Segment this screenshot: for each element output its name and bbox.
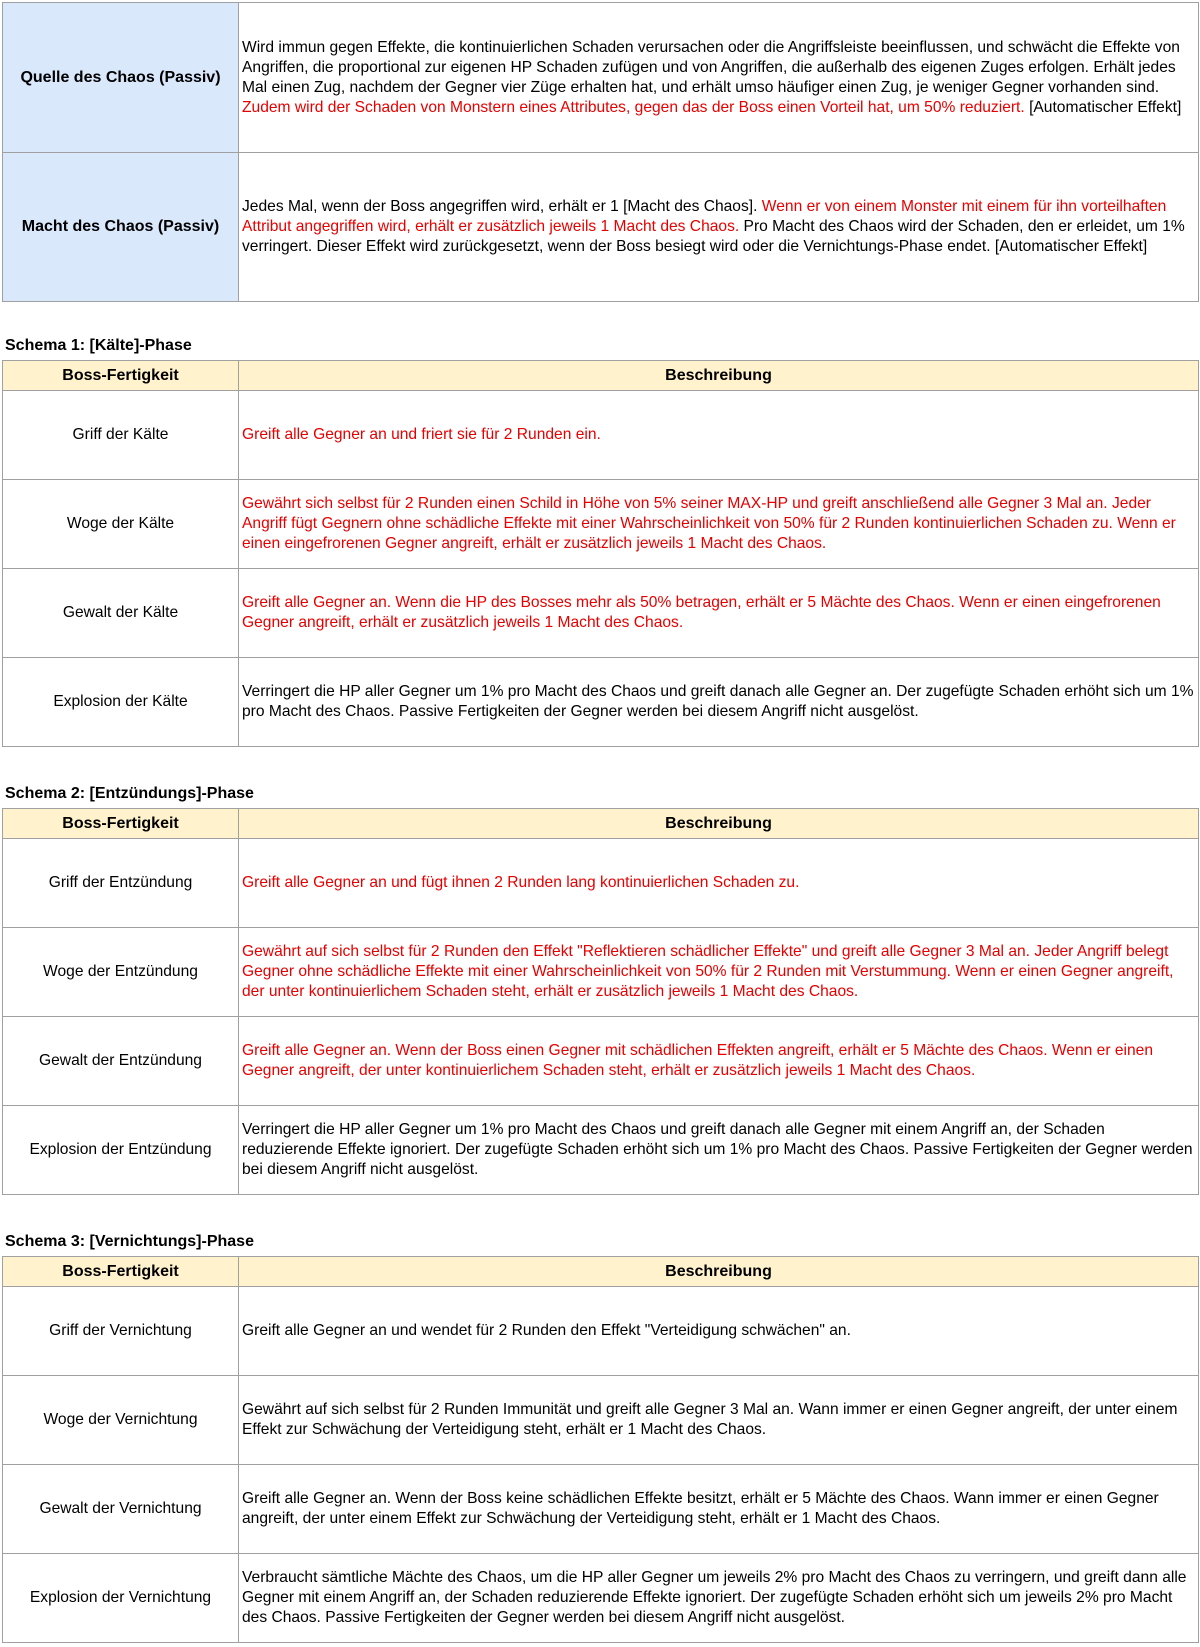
table-row <box>3 1376 1199 1465</box>
skill-description: Gewährt auf sich selbst für 2 Runden Immunität und greift alle Gegner 3 Mal an. Wann immer er einen Gegner angreift, der unter einem Effekt zur Schwächung der Verteidigung steht, erhält er 1 Macht des Chaos. <box>239 1376 1199 1465</box>
desc-text: Jedes Mal, wenn der Boss angegriffen wird, erhält er 1 [Macht des Chaos]. <box>242 198 762 215</box>
table-header-row <box>3 361 1199 391</box>
skill-description: Greift alle Gegner an und fügt ihnen 2 Runden lang kontinuierlichen Schaden zu. <box>239 839 1199 928</box>
column-header-description: Beschreibung <box>239 1257 1199 1287</box>
desc-highlight: Zudem wird der Schaden von Monstern eines Attributes, gegen das der Boss einen Vorteil hat, um 50% reduziert. <box>242 98 1025 116</box>
skill-table <box>2 360 1199 747</box>
skill-description: Greift alle Gegner an. Wenn der Boss keine schädlichen Effekte besitzt, erhält er 5 Mächte des Chaos. Wann immer er einen Gegner angreift, der unter einem Effekt zur Schwächung der Verteidigung steht, erhält er 1 Macht des Chaos. <box>239 1465 1199 1554</box>
skill-description: Verringert die HP aller Gegner um 1% pro Macht des Chaos und greift danach alle Gegner mit einem Angriff an, der Schaden reduzierende Effekte ignoriert. Der zugefügte Schaden erhöht sich um 1% pro Macht des Chaos. Passive Fertigkeiten der Gegner werden bei diesem Angriff nicht ausgelöst. <box>239 1106 1199 1195</box>
column-header-skill: Boss-Fertigkeit <box>3 1257 239 1287</box>
skill-name: Woge der Entzündung <box>3 928 239 1017</box>
skill-description: Gewährt auf sich selbst für 2 Runden den Effekt "Reflektieren schädlicher Effekte" und greift alle Gegner 3 Mal an. Jeder Angriff belegt Gegner ohne schädliche Effekte mit einer Wahrscheinlichkeit von 50% für 2 Runden mit Verstummung. Wenn er einen Gegner angreift, der unter kontinuierlichem Schaden steht, erhält er zusätzlich jeweils 1 Macht des Chaos. <box>239 928 1199 1017</box>
table-row <box>3 1287 1199 1376</box>
schema-title: Schema 3: [Vernichtungs]-Phase <box>5 1233 254 1250</box>
table-row <box>3 1465 1199 1554</box>
skill-name: Woge der Vernichtung <box>3 1376 239 1465</box>
column-header-skill: Boss-Fertigkeit <box>3 361 239 391</box>
skill-name: Griff der Kälte <box>3 391 239 480</box>
skill-description: Greift alle Gegner an. Wenn der Boss einen Gegner mit schädlichen Effekten angreift, erhält er 5 Mächte des Chaos. Wenn er einen Gegner angreift, der unter kontinuierlichem Schaden steht, erhält er zusätzlich jeweils 1 Macht des Chaos. <box>239 1017 1199 1106</box>
table-row <box>3 928 1199 1017</box>
column-header-description: Beschreibung <box>239 809 1199 839</box>
table-row <box>3 391 1199 480</box>
skill-table <box>2 1256 1199 1643</box>
passive-name: Quelle des Chaos (Passiv) <box>3 3 239 153</box>
desc-text-tail: [Automatischer Effekt] <box>1024 98 1182 116</box>
table-row <box>3 1106 1199 1195</box>
table-row <box>3 839 1199 928</box>
table-row <box>3 480 1199 569</box>
desc-text-tail: Pro Macht des Chaos wird der Schaden, den er erleidet, um 1% verringert. Dieser Effekt wird zurückgesetzt, wenn der Boss besiegt wird oder die Vernichtungs-Phase endet. [Automatischer Effekt] <box>242 218 1185 255</box>
table-row <box>3 1017 1199 1106</box>
skill-description: Greift alle Gegner an und wendet für 2 Runden den Effekt "Verteidigung schwächen" an. <box>239 1287 1199 1376</box>
table-row <box>3 1554 1199 1643</box>
passive-name: Macht des Chaos (Passiv) <box>3 153 239 302</box>
table-row <box>3 658 1199 747</box>
desc-text: Wird immun gegen Effekte, die kontinuierlichen Schaden verursachen oder die Angriffsleiste beeinflussen, und schwächt die Effekte von Angriffen, die proportional zur eigenen HP Schaden zufügen und von Angriffen, die außerhalb des eigenen Zuges erfolgen. Erhält jedes Mal einen Zug, nachdem der Gegner vier Züge erhalten hat, und erhält umso häufiger einen Zug, je weniger Gegner vorhanden sind. <box>242 38 1180 96</box>
passive-description <box>239 3 1199 153</box>
schema-title: Schema 1: [Kälte]-Phase <box>5 337 192 354</box>
skill-name: Gewalt der Kälte <box>3 569 239 658</box>
skill-description: Greift alle Gegner an. Wenn die HP des Bosses mehr als 50% betragen, erhält er 5 Mächte des Chaos. Wenn er einen eingefrorenen Gegner angreift, erhält er zusätzlich jeweils 1 Macht des Chaos. <box>239 569 1199 658</box>
desc-highlight: Wenn er von einem Monster mit einem für ihn vorteilhaften Attribut angegriffen wird, erhält er zusätzlich jeweils 1 Macht des Chaos. <box>242 198 1167 235</box>
skill-name: Explosion der Kälte <box>3 658 239 747</box>
skill-description: Gewährt sich selbst für 2 Runden einen Schild in Höhe von 5% seiner MAX-HP und greift anschließend alle Gegner 3 Mal an. Jeder Angriff fügt Gegnern ohne schädliche Effekte mit einer Wahrscheinlichkeit von 50% für 2 Runden kontinuierlichen Schaden zu. Wenn er einen eingefrorenen Gegner angreift, erhält er zusätzlich jeweils 1 Macht des Chaos. <box>239 480 1199 569</box>
schema-title: Schema 2: [Entzündungs]-Phase <box>5 785 254 802</box>
skill-name: Explosion der Vernichtung <box>3 1554 239 1643</box>
table-row <box>3 3 1199 153</box>
passive-table <box>2 2 1199 302</box>
skill-table <box>2 808 1199 1195</box>
table-header-row <box>3 809 1199 839</box>
skill-description: Verringert die HP aller Gegner um 1% pro Macht des Chaos und greift danach alle Gegner an. Der zugefügte Schaden erhöht sich um 1% pro Macht des Chaos. Passive Fertigkeiten der Gegner werden bei diesem Angriff nicht ausgelöst. <box>239 658 1199 747</box>
skill-description: Verbraucht sämtliche Mächte des Chaos, um die HP aller Gegner um jeweils 2% pro Macht des Chaos zu verringern, und greift dann alle Gegner mit einem Angriff an, der Schaden reduzierende Effekte ignoriert. Der zugefügte Schaden erhöht sich um jeweils 2% pro Macht des Chaos. Passive Fertigkeiten der Gegner werden bei diesem Angriff nicht ausgelöst. <box>239 1554 1199 1643</box>
table-row <box>3 153 1199 302</box>
skill-name: Griff der Entzündung <box>3 839 239 928</box>
column-header-skill: Boss-Fertigkeit <box>3 809 239 839</box>
skill-name: Gewalt der Vernichtung <box>3 1465 239 1554</box>
skill-description: Greift alle Gegner an und friert sie für 2 Runden ein. <box>239 391 1199 480</box>
table-row <box>3 569 1199 658</box>
skill-name: Woge der Kälte <box>3 480 239 569</box>
skill-name: Gewalt der Entzündung <box>3 1017 239 1106</box>
skill-name: Explosion der Entzündung <box>3 1106 239 1195</box>
column-header-description: Beschreibung <box>239 361 1199 391</box>
skill-name: Griff der Vernichtung <box>3 1287 239 1376</box>
table-header-row <box>3 1257 1199 1287</box>
passive-description <box>239 153 1199 302</box>
